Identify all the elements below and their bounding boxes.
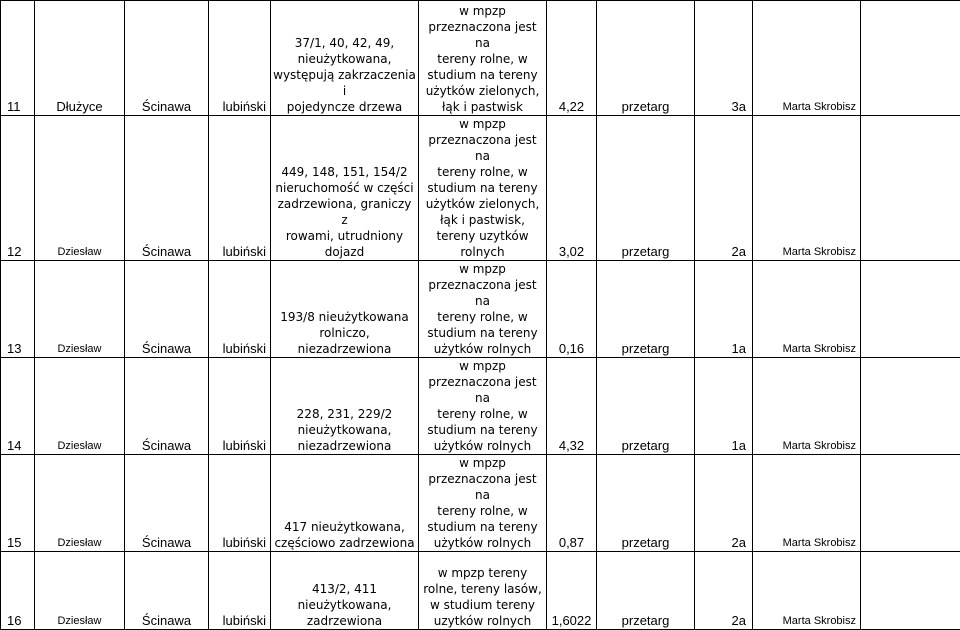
form-cell: przetarg bbox=[597, 552, 695, 630]
form-cell: przetarg bbox=[597, 358, 695, 455]
contact-person-cell: Marta Skrobisz bbox=[753, 552, 861, 630]
mpzp-cell bbox=[419, 116, 547, 261]
mpzp-cell-line: tereny rolne, w bbox=[421, 51, 544, 67]
mpzp-cell-line: użytków rolnych bbox=[421, 341, 544, 357]
gmina-cell: Ścinawa bbox=[125, 1, 209, 116]
area-cell: 1,6022 bbox=[547, 552, 597, 630]
description-cell-line: 417 nieużytkowana, bbox=[273, 519, 416, 535]
description-cell bbox=[271, 552, 419, 630]
obreb-cell: Dziesław bbox=[35, 116, 125, 261]
empty-cell bbox=[861, 261, 960, 358]
gmina-cell: Ścinawa bbox=[125, 455, 209, 552]
mpzp-cell-line: rolne, tereny lasów, bbox=[421, 581, 544, 597]
mpzp-cell-line: przeznaczona jest na bbox=[421, 277, 544, 309]
mpzp-cell-line: tereny rolne, w bbox=[421, 503, 544, 519]
mode-cell: 2a bbox=[695, 455, 753, 552]
powiat-cell: lubiński bbox=[209, 455, 271, 552]
table-row bbox=[1, 261, 960, 358]
mpzp-cell-line: tereny rolne, w bbox=[421, 309, 544, 325]
empty-cell bbox=[861, 358, 960, 455]
description-cell-line: 449, 148, 151, 154/2 bbox=[273, 164, 416, 180]
description-cell-line: nieużytkowana, bbox=[273, 597, 416, 613]
table-row bbox=[1, 116, 960, 261]
description-cell-line: zadrzewiona bbox=[273, 613, 416, 629]
row-number: 16 bbox=[1, 552, 35, 630]
form-cell: przetarg bbox=[597, 116, 695, 261]
description-cell-line: 413/2, 411 bbox=[273, 581, 416, 597]
contact-person-cell: Marta Skrobisz bbox=[753, 455, 861, 552]
description-cell bbox=[271, 358, 419, 455]
area-cell: 3,02 bbox=[547, 116, 597, 261]
description-cell-line: występują zakrzaczenia i bbox=[273, 67, 416, 99]
row-number: 14 bbox=[1, 358, 35, 455]
mpzp-cell bbox=[419, 552, 547, 630]
mpzp-cell-line: tereny uzytków bbox=[421, 228, 544, 244]
obreb-cell: Dziesław bbox=[35, 552, 125, 630]
obreb-cell: Dziesław bbox=[35, 358, 125, 455]
contact-person-cell: Marta Skrobisz bbox=[753, 116, 861, 261]
mpzp-cell-line: w mpzp bbox=[421, 455, 544, 471]
mpzp-cell-line: w mpzp bbox=[421, 358, 544, 374]
form-cell: przetarg bbox=[597, 1, 695, 116]
mpzp-cell-line: studium na tereny bbox=[421, 519, 544, 535]
mpzp-cell-line: w studium tereny bbox=[421, 597, 544, 613]
empty-cell bbox=[861, 116, 960, 261]
gmina-cell: Ścinawa bbox=[125, 358, 209, 455]
mode-cell: 3a bbox=[695, 1, 753, 116]
description-cell-line: częściowo zadrzewiona bbox=[273, 535, 416, 551]
description-cell-line: 37/1, 40, 42, 49, bbox=[273, 35, 416, 51]
area-cell: 0,87 bbox=[547, 455, 597, 552]
mpzp-cell-line: użytków zielonych, bbox=[421, 196, 544, 212]
table-row bbox=[1, 455, 960, 552]
mpzp-cell-line: przeznaczona jest na bbox=[421, 132, 544, 164]
description-cell-line: rowami, utrudniony bbox=[273, 228, 416, 244]
contact-person-cell: Marta Skrobisz bbox=[753, 1, 861, 116]
description-cell-line: dojazd bbox=[273, 244, 416, 260]
powiat-cell: lubiński bbox=[209, 116, 271, 261]
empty-cell bbox=[861, 1, 960, 116]
area-cell: 4,32 bbox=[547, 358, 597, 455]
contact-person-cell: Marta Skrobisz bbox=[753, 358, 861, 455]
area-cell: 0,16 bbox=[547, 261, 597, 358]
mpzp-cell-line: przeznaczona jest na bbox=[421, 374, 544, 406]
mpzp-cell-line: użytków rolnych bbox=[421, 535, 544, 551]
mpzp-cell-line: tereny rolne, w bbox=[421, 406, 544, 422]
description-cell bbox=[271, 455, 419, 552]
table-row bbox=[1, 552, 960, 630]
mode-cell: 2a bbox=[695, 116, 753, 261]
mpzp-cell bbox=[419, 261, 547, 358]
contact-person-cell: Marta Skrobisz bbox=[753, 261, 861, 358]
obreb-cell: Dziesław bbox=[35, 455, 125, 552]
description-cell-line: nieużytkowana, bbox=[273, 422, 416, 438]
mpzp-cell-line: rolnych bbox=[421, 244, 544, 260]
row-number: 11 bbox=[1, 1, 35, 116]
mpzp-cell-line: studium na tereny bbox=[421, 67, 544, 83]
mpzp-cell-line: w mpzp bbox=[421, 3, 544, 19]
description-cell-line: nieruchomość w części bbox=[273, 180, 416, 196]
gmina-cell: Ścinawa bbox=[125, 116, 209, 261]
mpzp-cell-line: uzytków rolnych bbox=[421, 613, 544, 629]
mpzp-cell-line: studium na tereny bbox=[421, 325, 544, 341]
mpzp-cell bbox=[419, 358, 547, 455]
empty-cell bbox=[861, 552, 960, 630]
description-cell bbox=[271, 116, 419, 261]
obreb-cell: Dłużyce bbox=[35, 1, 125, 116]
description-cell-line: nieużytkowana, bbox=[273, 51, 416, 67]
powiat-cell: lubiński bbox=[209, 358, 271, 455]
mpzp-cell-line: łąk i pastwisk, bbox=[421, 212, 544, 228]
powiat-cell: lubiński bbox=[209, 1, 271, 116]
mode-cell: 1a bbox=[695, 261, 753, 358]
mpzp-cell-line: tereny rolne, w bbox=[421, 164, 544, 180]
table-row bbox=[1, 1, 960, 116]
mpzp-cell-line: użytków rolnych bbox=[421, 438, 544, 454]
mode-cell: 2a bbox=[695, 552, 753, 630]
table-body bbox=[1, 1, 960, 630]
gmina-cell: Ścinawa bbox=[125, 552, 209, 630]
mpzp-cell-line: przeznaczona jest na bbox=[421, 471, 544, 503]
description-cell-line: pojedyncze drzewa bbox=[273, 99, 416, 115]
row-number: 13 bbox=[1, 261, 35, 358]
table-row bbox=[1, 358, 960, 455]
empty-cell bbox=[861, 455, 960, 552]
powiat-cell: lubiński bbox=[209, 261, 271, 358]
description-cell bbox=[271, 261, 419, 358]
area-cell: 4,22 bbox=[547, 1, 597, 116]
description-cell-line: niezadrzewiona bbox=[273, 438, 416, 454]
mpzp-cell-line: użytków zielonych, bbox=[421, 83, 544, 99]
mpzp-cell-line: w mpzp bbox=[421, 261, 544, 277]
mpzp-cell-line: przeznaczona jest na bbox=[421, 19, 544, 51]
form-cell: przetarg bbox=[597, 455, 695, 552]
mpzp-cell-line: studium na tereny bbox=[421, 422, 544, 438]
row-number: 12 bbox=[1, 116, 35, 261]
description-cell bbox=[271, 1, 419, 116]
description-cell-line: rolniczo, niezadrzewiona bbox=[273, 325, 416, 357]
mpzp-cell-line: w mpzp bbox=[421, 116, 544, 132]
powiat-cell: lubiński bbox=[209, 552, 271, 630]
mpzp-cell-line: studium na tereny bbox=[421, 180, 544, 196]
gmina-cell: Ścinawa bbox=[125, 261, 209, 358]
description-cell-line: 193/8 nieużytkowana bbox=[273, 309, 416, 325]
obreb-cell: Dziesław bbox=[35, 261, 125, 358]
mpzp-cell-line: w mpzp tereny bbox=[421, 565, 544, 581]
mpzp-cell-line: łąk i pastwisk bbox=[421, 99, 544, 115]
description-cell-line: 228, 231, 229/2 bbox=[273, 406, 416, 422]
mode-cell: 1a bbox=[695, 358, 753, 455]
form-cell: przetarg bbox=[597, 261, 695, 358]
mpzp-cell bbox=[419, 1, 547, 116]
mpzp-cell bbox=[419, 455, 547, 552]
row-number: 15 bbox=[1, 455, 35, 552]
description-cell-line: zadrzewiona, graniczy z bbox=[273, 196, 416, 228]
